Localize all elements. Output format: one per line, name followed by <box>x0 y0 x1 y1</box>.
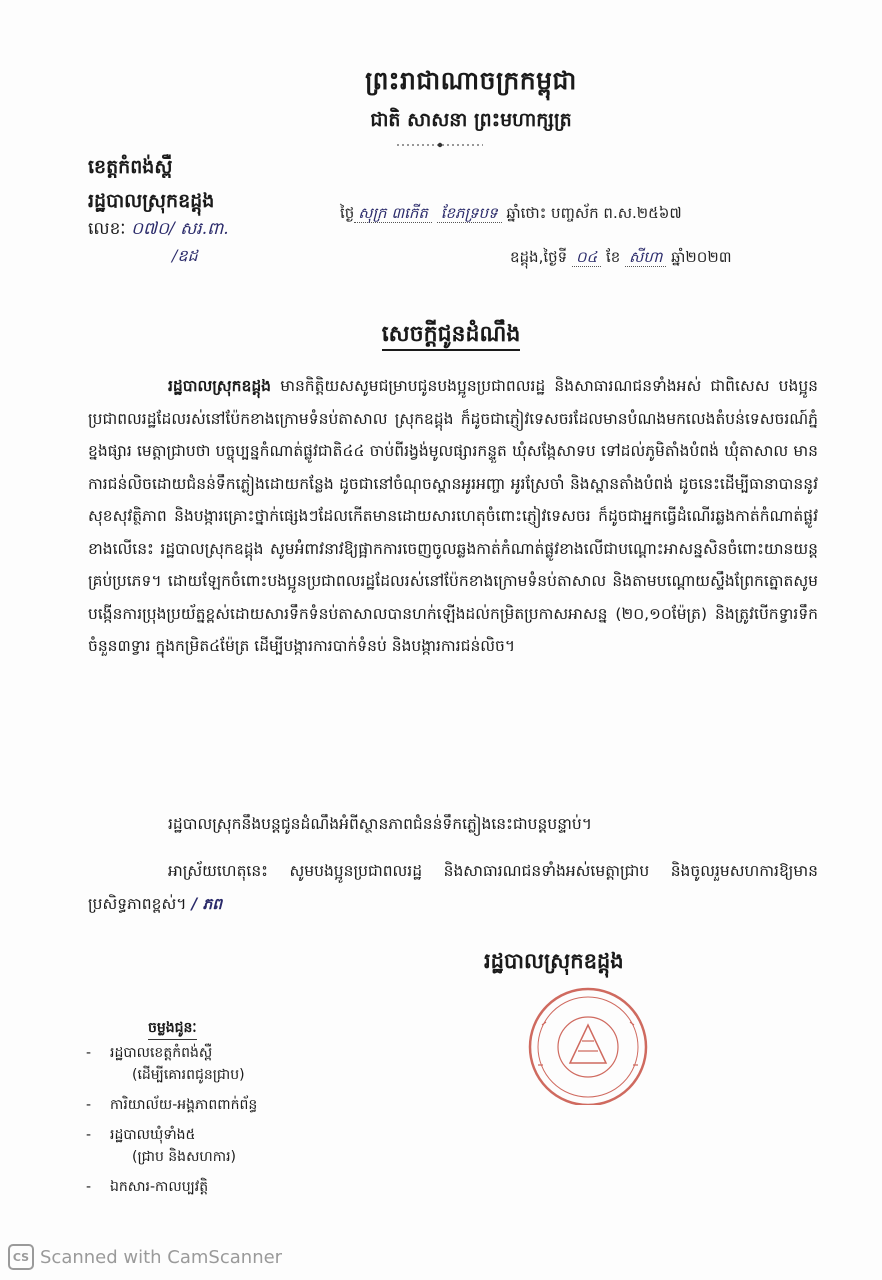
ref-suffix: សរ.ពា. <box>180 219 229 239</box>
handwritten-initial: / ភព <box>191 893 223 913</box>
cc-title: ចម្លងជូនៈ <box>148 1018 197 1040</box>
cc-item-note: (ដើម្បីគោរពជូនជ្រាប) <box>132 1067 245 1083</box>
dash-icon: - <box>86 1127 92 1143</box>
cc-item-text: រដ្ឋបាលខេត្តកំពង់ស្ពឺ <box>110 1045 213 1061</box>
office-name: រដ្ឋបាលស្រុកឧដ្ដុង <box>88 190 215 212</box>
lunar-date <box>340 204 840 226</box>
sender-block <box>88 150 214 218</box>
solar-day: ០៤ <box>572 248 601 267</box>
dash-icon: - <box>86 1045 92 1061</box>
ref-sub: /ឧដ <box>172 246 198 265</box>
lead-office: រដ្ឋបាលស្រុកឧដ្ដុង <box>168 377 272 395</box>
lunar-prefix: ថ្ងៃ <box>340 204 355 222</box>
ref-number: ០៧០/ <box>130 219 175 239</box>
camscanner-logo-icon: CS <box>8 1244 34 1270</box>
solar-date <box>510 248 840 270</box>
ref-label: លេខៈ <box>88 219 126 239</box>
body-paragraph-1 <box>88 370 818 663</box>
solar-year: ឆ្នាំ២០២៣ <box>671 248 732 266</box>
watermark-text: Scanned with CamScanner <box>40 1246 283 1268</box>
lunar-day: សុក្រ ៣កើត <box>354 204 432 223</box>
lunar-month: ខែភទ្របទ <box>437 204 502 223</box>
paragraph-1-text: មានកិត្តិយសសូមជម្រាបជូនបងប្អូនប្រជាពលរដ្ឋ និងសាធារណជនទាំងអស់ ជាពិសេស បងប្អូនប្រជាពលរដ្ឋដែលរស់នៅប៉ែកខាងក្រោមទំនប់តាសាល ស្រុកឧដ្ដុង ក៏ដូចជាភ្ញៀវទេសចរដែលមានបំណងមកលេងតំបន់ទេសចរណ៍ភ្នំខ្នងផ្សារ មេត្តាជ្រាបថា បច្ចុប្បន្នកំណាត់ផ្លូវជាតិ៤៤ ចាប់ពីរង្វង់មូលផ្សារកន្ទួត ឃុំសង្កែសាទប ទៅដល់ភូមិតាំងបំពង់ ឃុំតាសាល មានការជន់លិចដោយជំនន់ទឹកភ្លៀងដោយកន្លែង ដូចជានៅចំណុចស្ពានអូរអញ្ចា អូរស្រែចាំ និងស្ពានតាំងបំពង់ ដូចនេះដើម្បីធានាបាននូវសុខសុវត្ថិភាព និងបង្ការគ្រោះថ្នាក់ផ្សេងៗដែលកើតមានដោយសារហេតុចំពោះភ្ញៀវទេសចរ ក៏ដូចជាអ្នកធ្វើដំណើរឆ្លងកាត់កំណាត់ផ្លូវខាងលើនេះ រដ្ឋបាលស្រុកឧដ្ដុង សូមអំពាវនាវឱ្យផ្អាកការចេញចូលឆ្លងកាត់កំណាត់ផ្លូវខាងលើជាបណ្ដោះអាសន្នសិនចំពោះយានយន្តគ្រប់ប្រភេទ។ ដោយឡែកចំពោះបងប្អូនប្រជាពលរដ្ឋដែលរស់នៅប៉ែកខាងក្រោមទំនប់តាសាល និងតាមបណ្ដោយស្ទឹងព្រែកត្នោតសូមបង្កើនការប្រុងប្រយ័ត្នខ្ពស់ដោយសារទឹកទំនប់តាសាលបានហក់ឡើងដល់កម្រិតប្រកាសអាសន្ន (២០,១០ម៉ែត្រ) និងត្រូវបើកទ្វារទឹកចំនួន៣ទ្វារ ក្នុងកម្រិត៤ម៉ែត្រ ដើម្បីបង្ការការបាក់ទំនប់ និងបង្ការការជន់លិច។ <box>88 377 818 655</box>
cc-item <box>86 1094 257 1116</box>
cc-item <box>86 1042 257 1086</box>
signatory-office: រដ្ឋបាលស្រុកឧដ្ដុង <box>484 949 624 973</box>
cc-item <box>86 1124 257 1168</box>
cc-item-note: (ជ្រាប និងសហការ) <box>132 1149 236 1165</box>
national-motto: ជាតិ សាសនា ព្រះមហាក្សត្រ <box>370 109 572 131</box>
cc-item-text: ឯកសារ-កាលប្បវត្តិ <box>110 1179 209 1195</box>
solar-month: សីហា <box>625 248 666 267</box>
camscanner-watermark <box>8 1244 282 1270</box>
document-title <box>0 320 882 352</box>
solar-prefix: ឧដ្ដុង,ថ្ងៃទី <box>510 248 568 266</box>
paragraph-3-text: អាស្រ័យហេតុនេះ សូមបងប្អូនប្រជាពលរដ្ឋ និងសាធារណជនទាំងអស់មេត្តាជ្រាប និងចូលរួមសហការឱ្យមានប្រសិទ្ធភាពខ្ពស់។ <box>88 862 818 913</box>
official-seal-icon <box>498 985 678 1105</box>
kingdom-title: ព្រះរាជាណាចក្រកម្ពុជា <box>365 66 577 95</box>
cc-item-text: រដ្ឋបាលឃុំទាំង៥ <box>110 1127 196 1143</box>
province-name: ខេត្តកំពង់ស្ពឺ <box>88 156 173 178</box>
reference-number <box>88 218 229 243</box>
cc-item <box>86 1176 257 1198</box>
solar-month-label: ខែ <box>605 248 621 266</box>
cc-list <box>86 1042 257 1206</box>
dash-icon: - <box>86 1179 92 1195</box>
document-header <box>0 66 882 136</box>
body-paragraph-2: រដ្ឋបាលស្រុកនឹងបន្តជូនដំណឹងអំពីស្ថានភាពជំនន់ទឹកភ្លៀងនេះជាបន្តបន្ទាប់។ <box>168 815 592 833</box>
body-paragraph-3 <box>88 855 818 920</box>
dash-icon: - <box>86 1097 92 1113</box>
ornament-divider-icon <box>395 140 485 150</box>
lunar-year: ឆ្នាំថោះ បញ្ចស័ក ព.ស.២៥៦៧ <box>506 204 682 222</box>
title-text: សេចក្ដីជូនដំណឹង <box>382 322 521 351</box>
cc-item-text: ការិយាល័យ-អង្គភាពពាក់ព័ន្ធ <box>110 1097 258 1113</box>
